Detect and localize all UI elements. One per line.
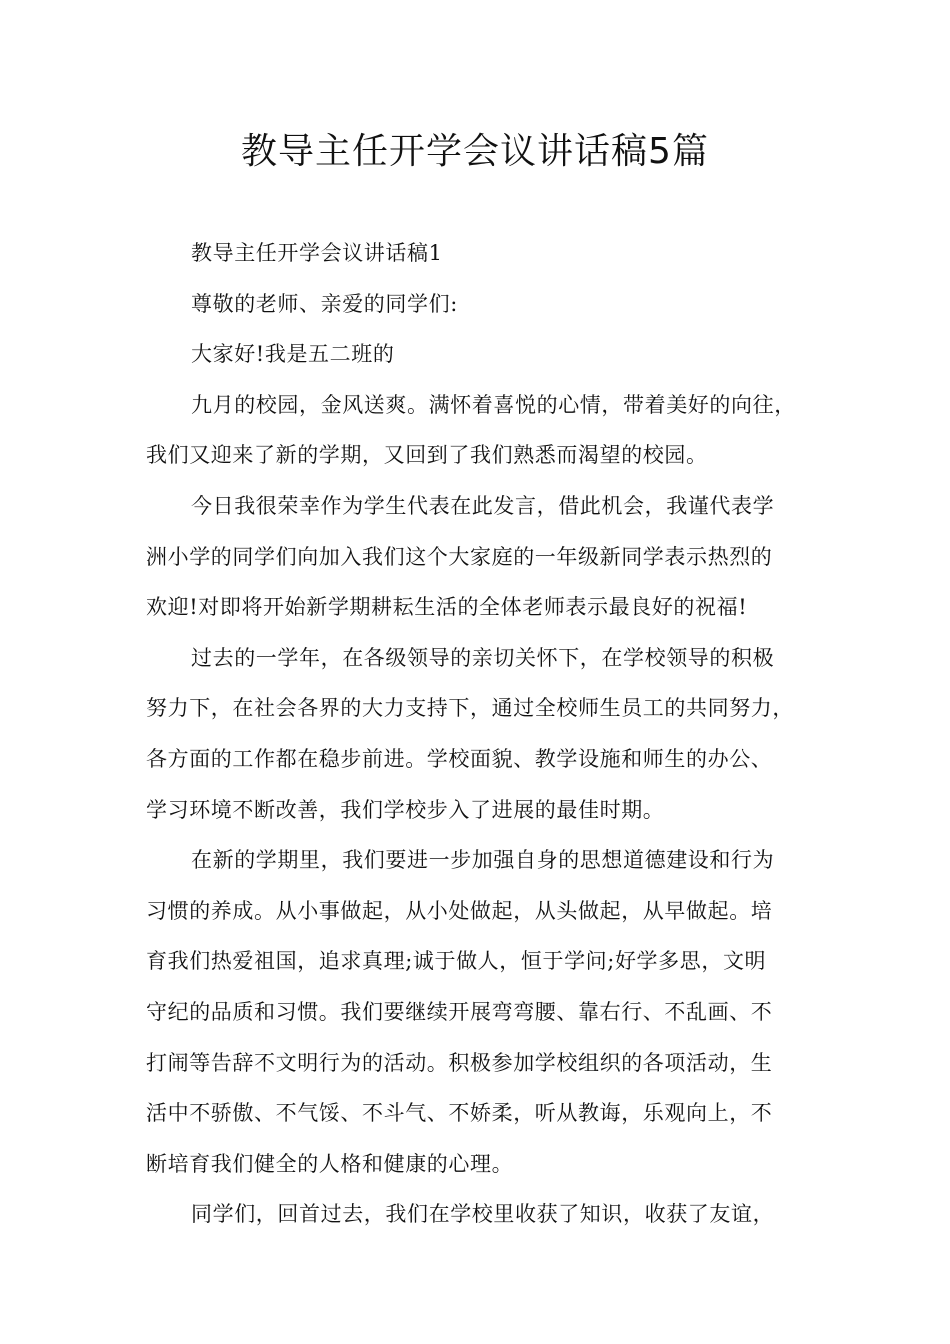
text-line: 九月的校园，金风送爽。满怀着喜悦的心情，带着美好的向往， [191,392,796,417]
text-line: 努力下，在社会各界的大力支持下，通过全校师生员工的共同努力， [146,696,794,721]
text-line: 今日我很荣幸作为学生代表在此发言，借此机会，我谨代表学 [191,493,775,518]
text-line: 同学们，回首过去，我们在学校里收获了知识，收获了友谊， [191,1202,775,1227]
document-title: 教导主任开学会议讲话稿5篇 [241,131,709,172]
text-line: 我们又迎来了新的学期，又回到了我们熟悉而渴望的校园。 [146,443,708,468]
text-line: 各方面的工作都在稳步前进。学校面貌、教学设施和师生的办公、 [146,746,773,771]
text-line: 教导主任开学会议讲话稿1 [191,241,443,265]
text-line: 大家好!我是五二班的 [191,342,395,367]
text-line: 尊敬的老师、亲爱的同学们: [191,291,458,316]
text-line: 学习环境不断改善，我们学校步入了进展的最佳时期。 [146,797,665,822]
document-body [146,228,830,1240]
text-line: 洲小学的同学们向加入我们这个大家庭的一年级新同学表示热烈的 [146,544,773,569]
text-line: 欢迎!对即将开始新学期耕耘生活的全体老师表示最良好的祝福! [146,595,748,620]
text-line: 守纪的品质和习惯。我们要继续开展弯弯腰、靠右行、不乱画、不 [146,999,773,1024]
text-line: 过去的一学年，在各级领导的亲切关怀下，在学校领导的积极 [191,645,775,670]
text-line: 活中不骄傲、不气馁、不斗气、不娇柔，听从教诲，乐观向上，不 [146,1101,773,1126]
text-line: 育我们热爱祖国，追求真理;诚于做人，恒于学问;好学多思，文明 [146,949,767,974]
text-line: 打闹等告辞不文明行为的活动。积极参加学校组织的各项活动，生 [146,1050,773,1075]
text-line: 断培育我们健全的人格和健康的心理。 [146,1151,514,1176]
text-line: 习惯的养成。从小事做起，从小处做起，从头做起，从早做起。培 [146,898,773,923]
text-line: 在新的学期里，我们要进一步加强自身的思想道德建设和行为 [191,848,775,873]
